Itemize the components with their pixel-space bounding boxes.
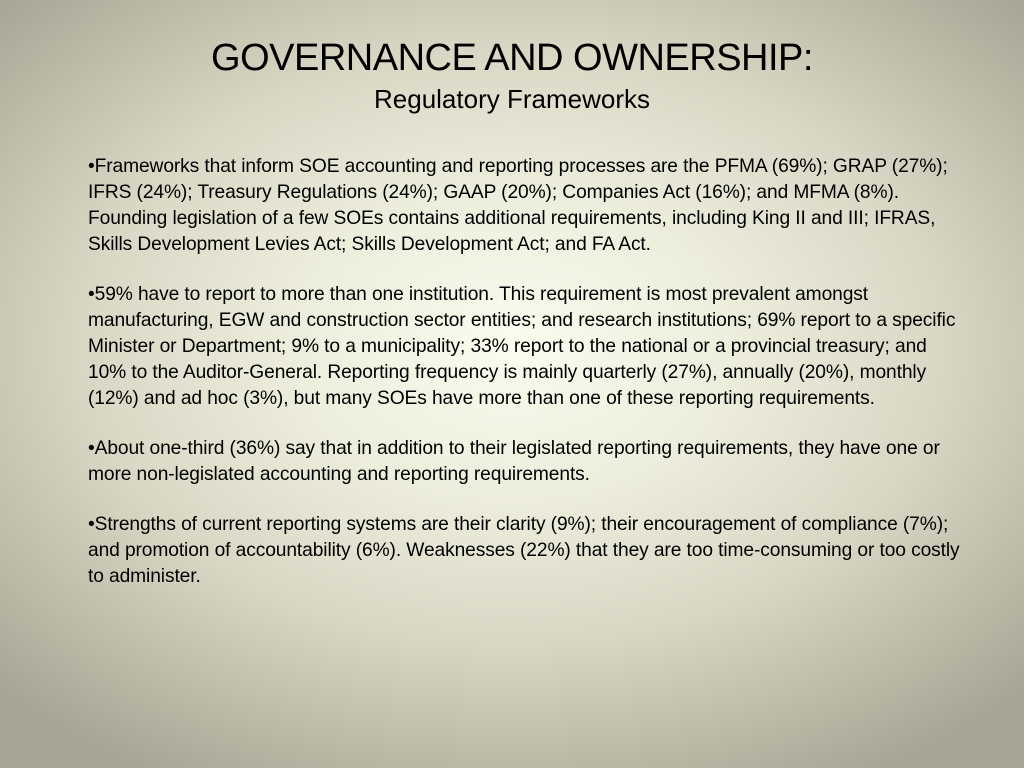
slide-subtitle: Regulatory Frameworks	[374, 84, 650, 114]
bullet-text: 59% have to report to more than one institution. This requirement is most prevalent amongst manufacturing, EGW and construction sector entities; and research institutions; 69% report to a specific Minister or Department; 9% to a municipality; 33% report to the national or a provincial treasury; and 10% to the Auditor-General. Reporting frequency is mainly quarterly (27%), annually (20%), monthly (12%) and ad hoc (3%), but many SOEs have more than one of these reporting requirements.	[88, 284, 956, 409]
bullet-item	[88, 154, 968, 258]
bullet-marker: •	[88, 156, 95, 177]
bullet-text: Strengths of current reporting systems are their clarity (9%); their encouragement of compliance (7%); and promotion of accountability (6%). Weaknesses (22%) that they are too time-consuming or too costly to administer.	[88, 514, 960, 587]
slide-title: GOVERNANCE AND OWNERSHIP:	[211, 37, 813, 79]
bullet-text: Frameworks that inform SOE accounting and reporting processes are the PFMA (69%); GRAP (27%); IFRS (24%); Treasury Regulations (24%); GAAP (20%); Companies Act (16%); and MFMA (8%). Founding legislation of a few SOEs contains additional requirements, including King II and III; IFRAS, Skills Development Levies Act; Skills Development Act; and FA Act.	[88, 156, 948, 255]
bullet-list	[88, 154, 968, 614]
bullet-item	[88, 436, 968, 488]
bullet-marker: •	[88, 514, 95, 535]
bullet-item	[88, 282, 968, 412]
bullet-marker: •	[88, 284, 95, 305]
title-block	[0, 34, 1024, 116]
bullet-marker: •	[88, 438, 95, 459]
bullet-item	[88, 512, 968, 590]
bullet-text: About one-third (36%) say that in addition to their legislated reporting requirements, they have one or more non-legislated accounting and reporting requirements.	[88, 438, 940, 485]
